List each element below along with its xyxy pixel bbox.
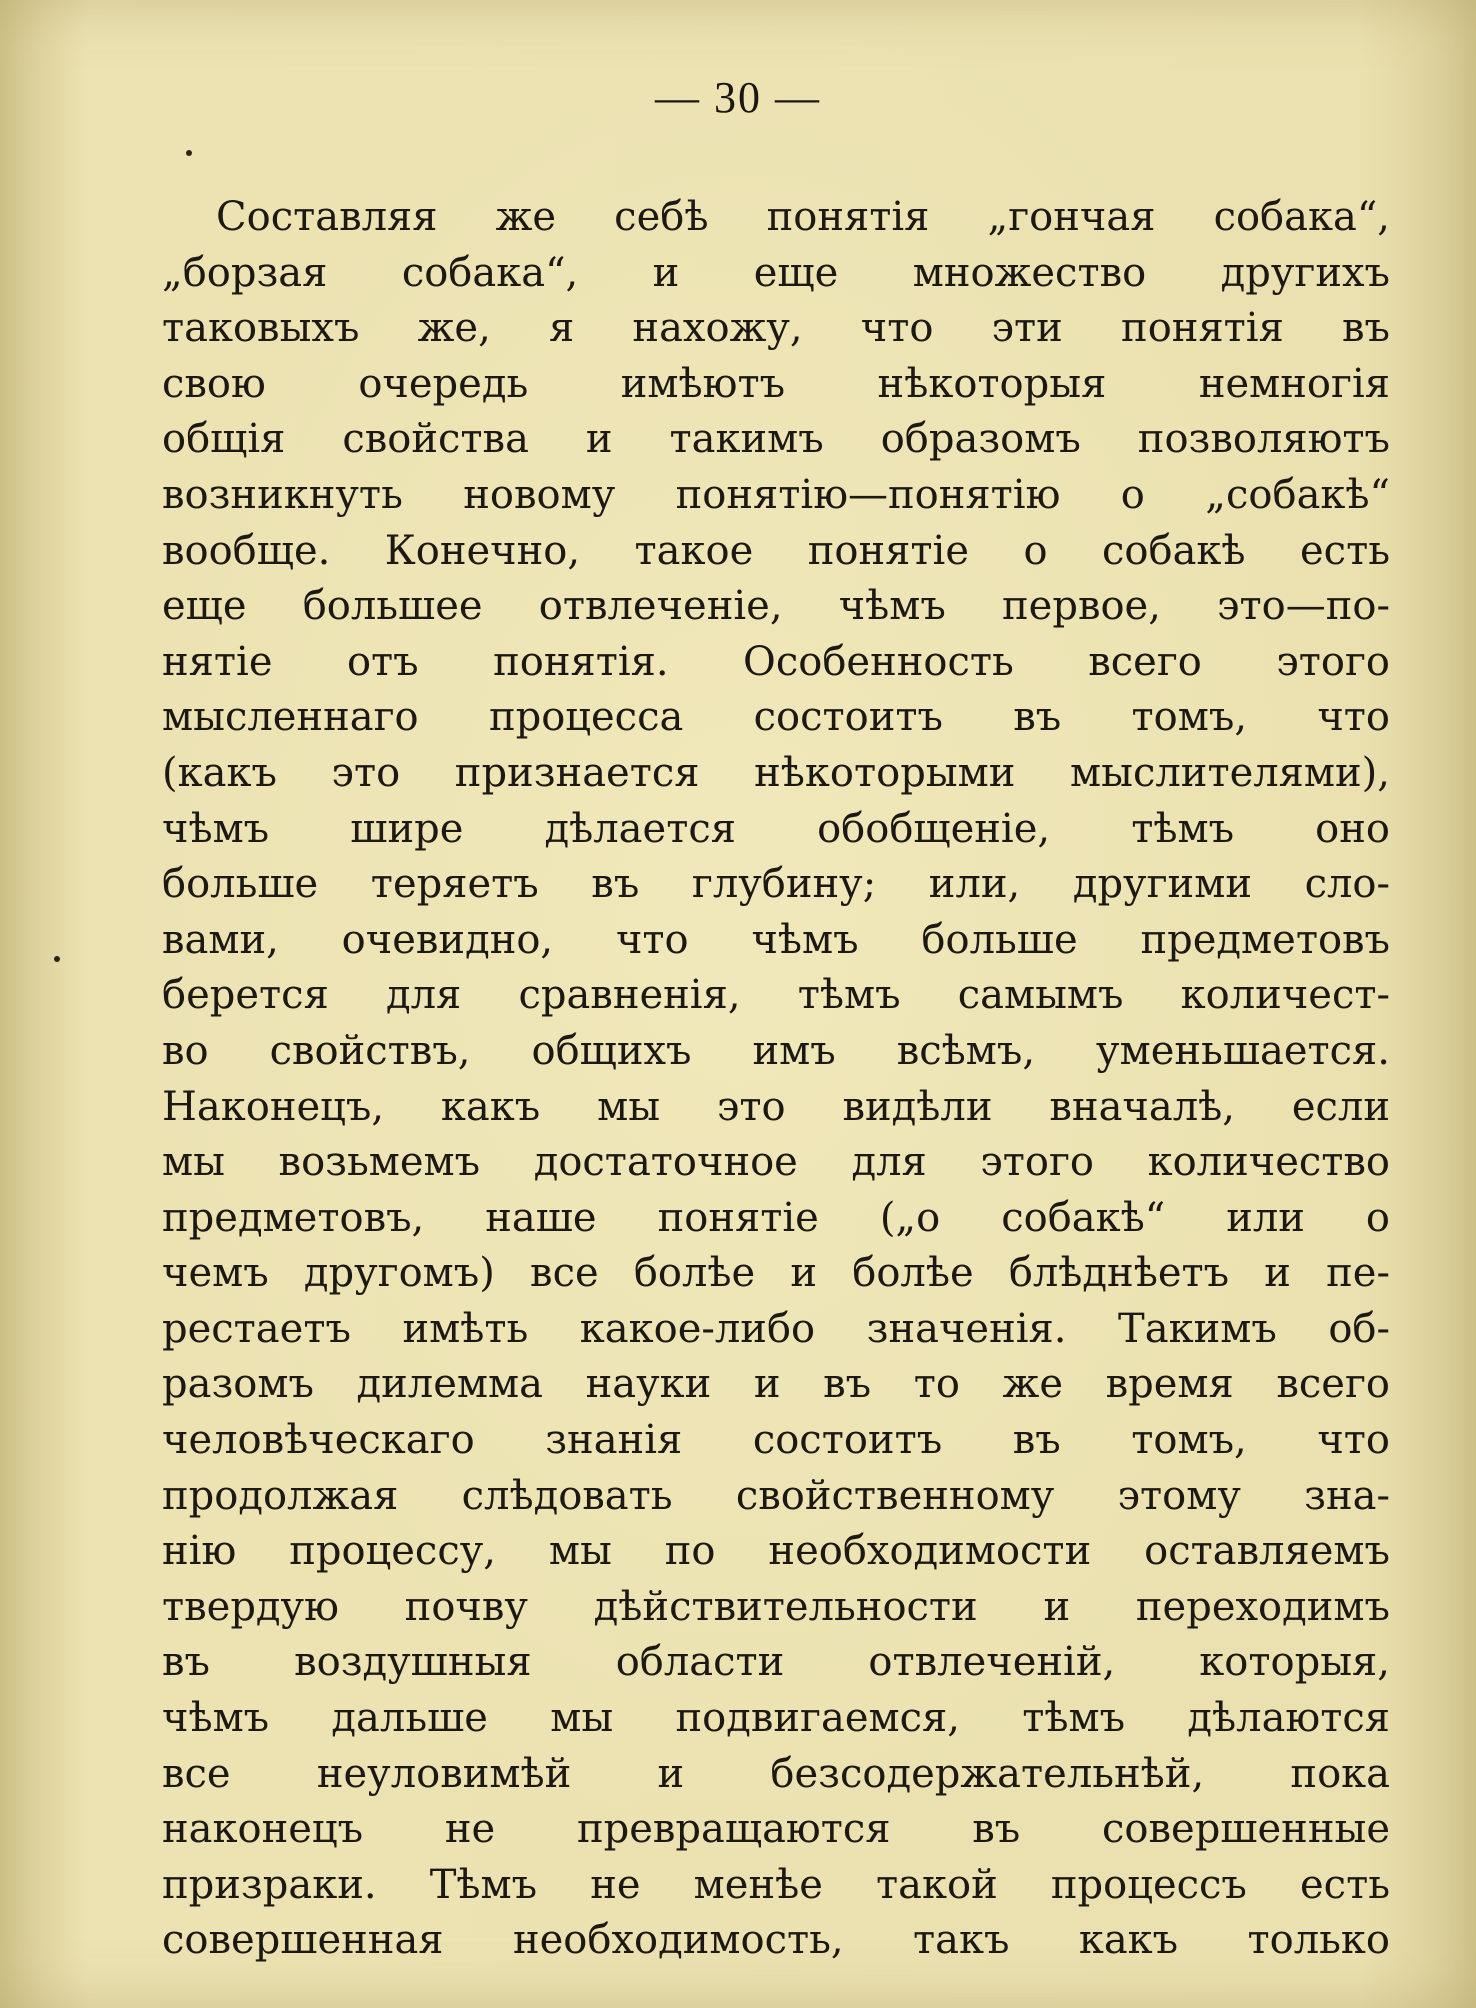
text-line: твердую почву дѣйствительности и переходимъ	[162, 1583, 1390, 1630]
text-line: чемъ другомъ) все болѣе и болѣе блѣднѣетъ и пе-	[162, 1250, 1390, 1297]
text-line: (какъ это признается нѣкоторыми мыслителями),	[162, 749, 1390, 796]
text-line: общія свойства и такимъ образомъ позволяютъ	[162, 416, 1390, 463]
ink-speck	[186, 150, 192, 156]
page-number: — 30 —	[655, 73, 821, 122]
text-line: нію процессу, мы по необходимости оставляемъ	[162, 1528, 1390, 1575]
text-line: мысленнаго процесса состоитъ въ томъ, что	[162, 694, 1390, 741]
text-line: свою очередь имѣютъ нѣкоторыя немногія	[162, 360, 1390, 407]
text-line: чѣмъ дальше мы подвигаемся, тѣмъ дѣлаются	[162, 1695, 1390, 1742]
text-line: больше теряетъ въ глубину; или, другими сло-	[162, 861, 1390, 908]
text-line: нятіе отъ понятія. Особенность всего этого	[162, 638, 1390, 685]
text-line: возникнуть новому понятію—понятію о „собакѣ“	[162, 471, 1390, 518]
text-line: наконецъ не превращаются въ совершенные	[162, 1806, 1390, 1853]
text-line: предметовъ, наше понятіе („о собакѣ“ или о	[162, 1194, 1390, 1241]
text-line: вообще. Конечно, такое понятіе о собакѣ есть	[162, 527, 1390, 574]
text-line: разомъ дилемма науки и въ то же время всего	[162, 1361, 1390, 1408]
text-line: совершенная необходимость, такъ какъ только	[162, 1917, 1390, 1964]
text-line: таковыхъ же, я нахожу, что эти понятія въ	[162, 305, 1390, 352]
text-line: мы возьмемъ достаточное для этого количество	[162, 1139, 1390, 1186]
text-line: Составляя же себѣ понятія „гончая собака“,	[216, 194, 1390, 240]
ink-speck	[54, 956, 60, 962]
text-line: въ воздушныя области отвлеченій, которыя,	[162, 1639, 1390, 1686]
text-line: призраки. Тѣмъ не менѣе такой процессъ есть	[162, 1861, 1390, 1908]
text-line: еще большее отвлеченіе, чѣмъ первое, это—по-	[162, 583, 1390, 630]
text-line: продолжая слѣдовать свойственному этому зна-	[162, 1472, 1390, 1519]
text-line: „борзая собака“, и еще множество другихъ	[162, 249, 1390, 296]
text-line: Наконецъ, какъ мы это видѣли вначалѣ, если	[162, 1083, 1390, 1130]
body-text	[162, 190, 1390, 1969]
text-line: во свойствъ, общихъ имъ всѣмъ, уменьшается.	[162, 1027, 1390, 1074]
text-line: берется для сравненія, тѣмъ самымъ количест-	[162, 972, 1390, 1019]
text-line: вами, очевидно, что чѣмъ больше предметовъ	[162, 916, 1390, 963]
text-line: человѣческаго знанія состоитъ въ томъ, что	[162, 1417, 1390, 1464]
text-line: рестаетъ имѣть какое-либо значенія. Такимъ об-	[162, 1305, 1390, 1352]
text-line: чѣмъ шире дѣлается обобщеніе, тѣмъ оно	[162, 805, 1390, 852]
text-line: все неуловимѣй и безсодержательнѣй, пока	[162, 1750, 1390, 1797]
